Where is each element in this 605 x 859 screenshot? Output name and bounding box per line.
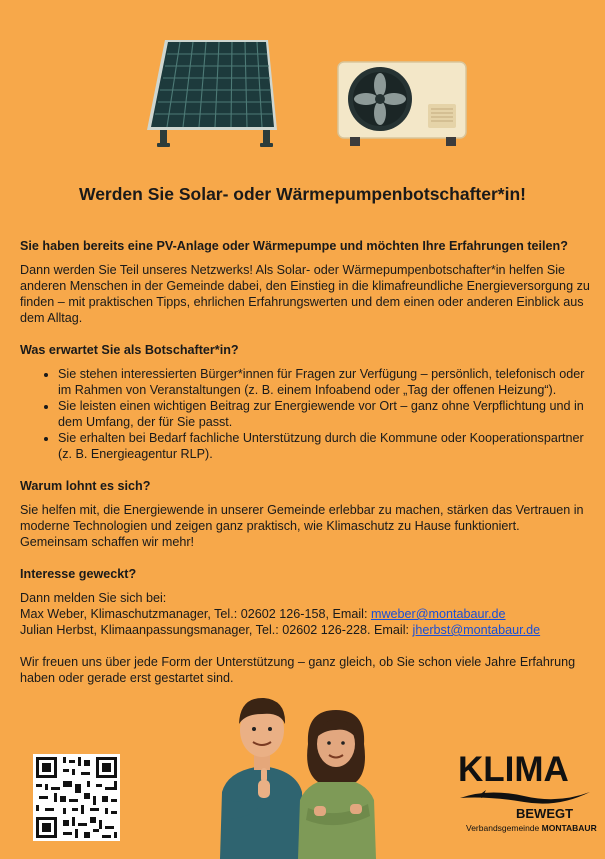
expect-list: [20, 366, 590, 462]
page-title: Werden Sie Solar- oder Wärmepumpenbotschafter*in!: [79, 184, 526, 204]
contact-line: [20, 606, 590, 622]
heat-pump-illustration: [338, 62, 466, 146]
email-link[interactable]: jherbst@montabaur.de: [412, 623, 541, 637]
intro-text: Dann werden Sie Teil unseres Netzwerks! Als Solar- oder Wärmepumpenbotschafter*in helfen Sie anderen Menschen in der Gemeinde dabei, den Einstieg in die klimafreundliche Energieversorgung zu finden – mit praktischen Tipps, ehrlichen Erfahrungswerten und dem einen oder anderen Einblick aus dem Alltag.: [20, 263, 590, 325]
intro-heading: Sie haben bereits eine PV-Anlage oder Wärmepumpe und möchten Ihre Erfahrungen teilen?: [20, 239, 568, 253]
closing-text: Wir freuen uns über jede Form der Unterstützung – ganz gleich, ob Sie schon viele Jahre Erfahrung haben oder gerade erst gestartet sind.: [20, 655, 576, 685]
contact-intro: Dann melden Sie sich bei:: [20, 591, 167, 605]
logo-foot-bold: MONTABAUR: [541, 823, 597, 833]
qr-code[interactable]: [33, 754, 120, 841]
logo-foot-prefix: Verbandsgemeinde: [466, 823, 542, 833]
main-content: [20, 238, 590, 686]
email-link[interactable]: mweber@montabaur.de: [370, 607, 506, 621]
logo-main-text: KLIMA: [458, 750, 569, 789]
why-heading: Warum lohnt es sich?: [20, 479, 151, 493]
list-item: • Sie erhalten bei Bedarf fachliche Unterstützung durch die Kommune oder Kooperationspartner (z. B. Energieagentur RLP).: [58, 430, 590, 462]
why-text: Sie helfen mit, die Energiewende in unserer Gemeinde erlebbar zu machen, stärken das Vertrauen in moderne Technologien und zeigen ganz praktisch, wie Klimaschutz zu Hause funktioniert. Gemeinsam schaffen wir mehr!: [20, 503, 584, 549]
contact-line: [20, 622, 590, 638]
list-item: • Sie stehen interessierten Bürger*innen für Fragen zur Verfügung – persönlich, telefonisch oder im Rahmen von Veranstaltungen (z. B. einem Infoabend oder „Tag der offenen Heizung“).: [58, 366, 590, 398]
expect-heading: Was erwartet Sie als Botschafter*in?: [20, 343, 239, 357]
logo-foot-text: [466, 823, 597, 833]
logo-sub-text: BEWEGT: [516, 806, 574, 821]
list-item: • Sie leisten einen wichtigen Beitrag zur Energiewende vor Ort – ganz ohne Verpflichtung und in dem Umfang, der für Sie passt.: [58, 398, 590, 430]
people-illustration: [200, 682, 400, 859]
solar-panel-illustration: [147, 40, 277, 147]
klima-bewegt-logo: [458, 750, 597, 840]
interest-heading: Interesse geweckt?: [20, 567, 137, 581]
hero-illustration: [0, 0, 605, 170]
contact-text: Julian Herbst, Klimaanpassungsmanager, Tel.: 02602 126-228. Email:: [20, 623, 413, 637]
contact-text: Max Weber, Klimaschutzmanager, Tel.: 02602 126-158, Email:: [20, 607, 371, 621]
logo-swoosh-icon: [458, 786, 593, 808]
